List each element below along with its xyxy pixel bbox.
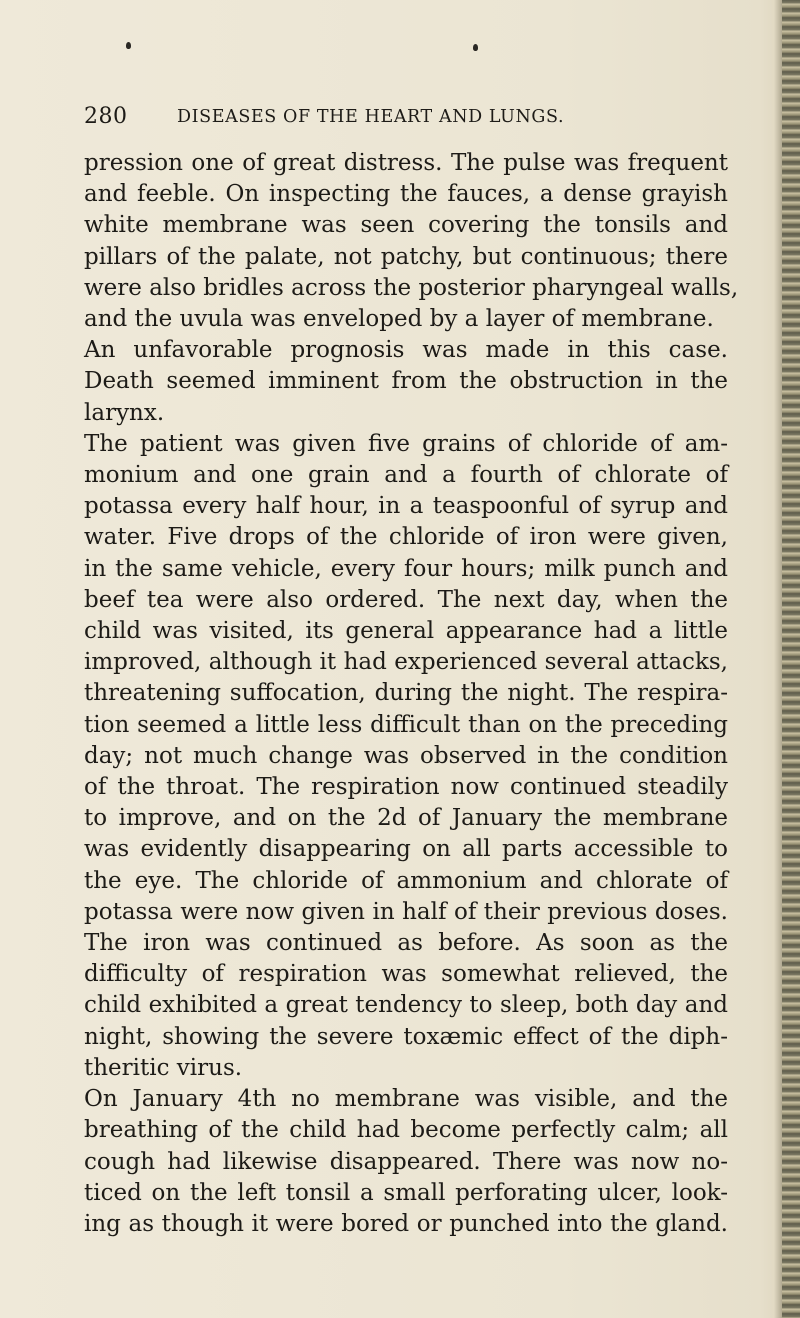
text-line: difficulty of respiration was somewhat relieved, the <box>84 961 728 988</box>
paragraph-start-line: The patient was given five grains of chloride of am- <box>84 430 728 457</box>
text-line: pression one of great distress. The pulse was frequent <box>84 150 728 176</box>
page-number: 280 <box>84 104 128 129</box>
text-line: white membrane was seen covering the tonsils and <box>84 212 728 239</box>
text-line: child was visited, its general appearance had a little <box>84 618 728 645</box>
text-line: monium and one grain and a fourth of chlorate of <box>84 462 728 489</box>
text-line: tion seemed a little less difficult than on the preceding <box>84 711 728 738</box>
text-line: was evidently disappearing on all parts accessible to <box>84 836 728 863</box>
paragraph-start-line: On January 4th no membrane was visible, and the <box>84 1086 728 1113</box>
text-line: potassa every half hour, in a teaspoonful of syrup and <box>84 493 728 520</box>
text-line: day; not much change was observed in the condition <box>84 742 728 769</box>
text-line: were also bridles across the posterior pharyngeal walls, <box>84 274 739 301</box>
page-gutter-shadow <box>774 0 782 1318</box>
ink-specks <box>0 38 800 58</box>
running-head: DISEASES OF THE HEART AND LUNGS. <box>177 107 565 127</box>
text-line: cough had likewise disappeared. There was now no- <box>84 1148 728 1175</box>
paragraph-start-line: An unfavorable prognosis was made in this case. <box>84 337 728 364</box>
text-line: The iron was continued as before. As soon as the <box>84 930 728 957</box>
body-text <box>84 148 768 1240</box>
text-line: breathing of the child had become perfectly calm; all <box>84 1117 728 1144</box>
text-line: in the same vehicle, every four hours; milk punch and <box>84 555 728 582</box>
text-line: to improve, and on the 2d of January the membrane <box>84 805 728 832</box>
text-line: water. Five drops of the chloride of iron were given, <box>84 524 728 551</box>
text-line: threatening suffocation, during the night. The respira- <box>84 680 728 707</box>
page-header <box>84 104 724 138</box>
text-line: ing as though it were bored or punched into the gland. <box>84 1210 728 1237</box>
text-line: beef tea were also ordered. The next day, when the <box>84 586 728 613</box>
text-line: and feeble. On inspecting the fauces, a dense grayish <box>84 181 728 208</box>
text-line: improved, although it had experienced several attacks, <box>84 649 728 676</box>
text-line: potassa were now given in half of their previous doses. <box>84 898 728 925</box>
ink-speck <box>473 44 478 51</box>
text-line: night, showing the severe toxæmic effect of the diph- <box>84 1023 728 1050</box>
text-line: child exhibited a great tendency to sleep, both day and <box>84 992 728 1019</box>
text-line: of the throat. The respiration now continued steadily <box>84 774 728 801</box>
text-line: larynx. <box>84 399 165 426</box>
text-line: ticed on the left tonsil a small perforating ulcer, look- <box>84 1179 728 1206</box>
text-line: Death seemed imminent from the obstruction in the <box>84 368 728 395</box>
adjacent-page-edges <box>782 0 800 1318</box>
text-line: and the uvula was enveloped by a layer of membrane. <box>84 306 714 333</box>
text-line: pillars of the palate, not patchy, but continuous; there <box>84 243 728 270</box>
ink-speck <box>126 42 131 49</box>
text-line: theritic virus. <box>84 1054 243 1081</box>
text-line: the eye. The chloride of ammonium and chlorate of <box>84 867 728 894</box>
